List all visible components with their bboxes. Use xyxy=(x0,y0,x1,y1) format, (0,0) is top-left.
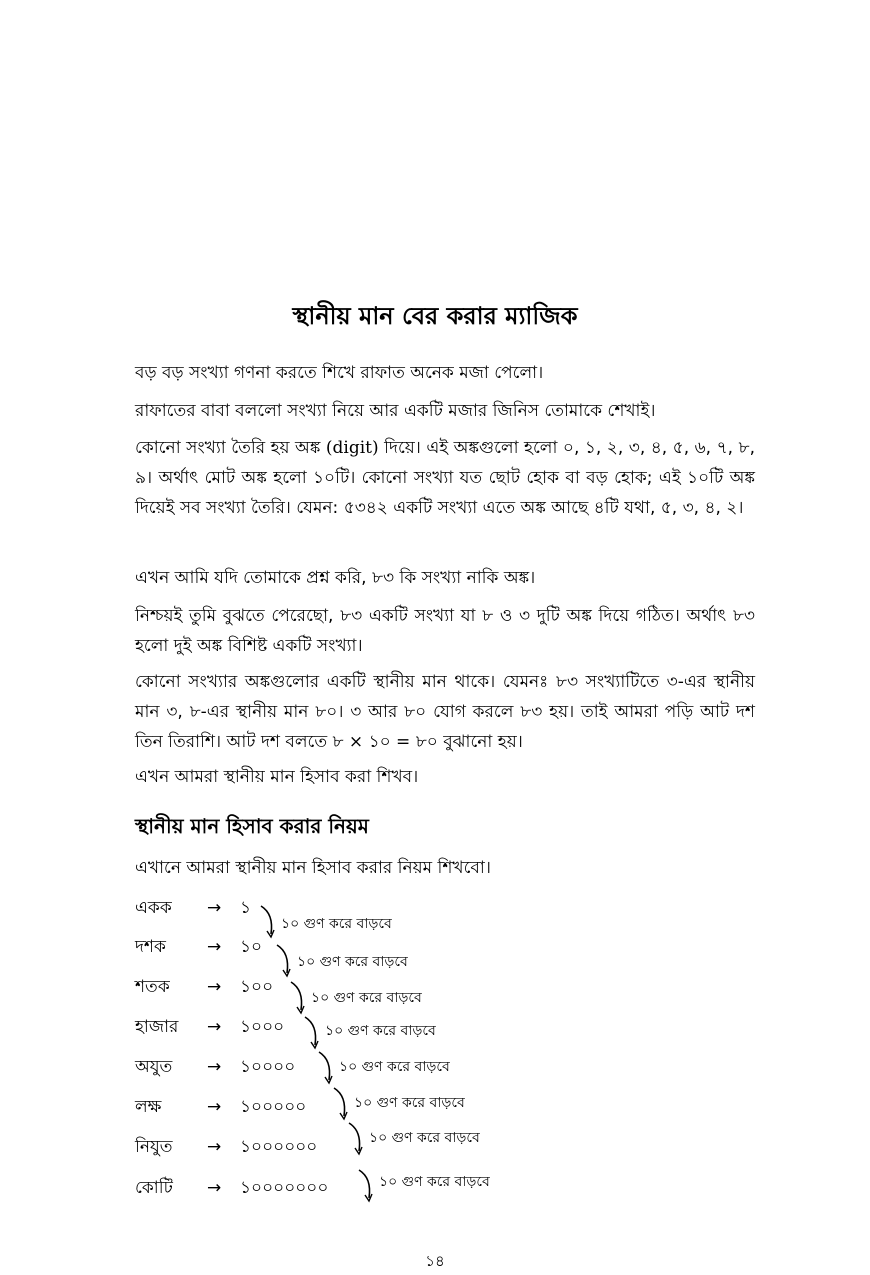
arrow-right-icon: → xyxy=(207,1017,222,1037)
place-label: হাজার xyxy=(135,1017,179,1037)
step-note: ১০ গুণ করে বাড়বে xyxy=(281,916,392,932)
curve-arrow-icon xyxy=(316,1050,336,1086)
place-label: অযুত xyxy=(135,1057,173,1077)
place-label: লক্ষ xyxy=(135,1097,162,1117)
curve-arrow-icon xyxy=(258,904,278,940)
curve-arrow-icon xyxy=(288,980,308,1016)
paragraph-5: নিশ্চয়ই তুমি বুঝতে পেরেছো, ৮৩ একটি সংখ্যা যা ৮ ও ৩ দুটি অঙ্ক দিয়ে গঠিত। অর্থাৎ ৮৩ হলো দুই অঙ্ক বিশিষ্ট একটি সংখ্যা। xyxy=(135,606,755,656)
arrow-right-icon: → xyxy=(207,1057,222,1077)
arrow-right-icon: → xyxy=(207,1097,222,1117)
step-note: ১০ গুণ করে বাড়বে xyxy=(325,1023,436,1039)
place-value: ১০০০০০ xyxy=(240,1097,307,1117)
paragraph-3 xyxy=(135,433,755,523)
arrow-right-icon: → xyxy=(207,898,222,918)
paragraph-3-part-1: কোনো সংখ্যা তৈরি হয় অঙ্ক xyxy=(135,438,326,458)
section-heading: স্থানীয় মান হিসাব করার নিয়ম xyxy=(135,814,369,838)
step-note: ১০ গুণ করে বাড়বে xyxy=(354,1095,465,1111)
place-label: নিযুত xyxy=(135,1137,173,1157)
step-note: ১০ গুণ করে বাড়বে xyxy=(297,954,408,970)
arrow-right-icon: → xyxy=(207,1178,222,1198)
place-value: ১০০ xyxy=(240,977,274,997)
page-number: ১৪ xyxy=(425,1252,445,1270)
arrow-right-icon: → xyxy=(207,977,222,997)
paragraph-1: বড় বড় সংখ্যা গণনা করতে শিখে রাফাত অনেক মজা পেলো। xyxy=(135,363,544,383)
paragraph-6: কোনো সংখ্যার অঙ্কগুলোর একটি স্থানীয় মান থাকে। যেমনঃ ৮৩ সংখ্যাটিতে ৩-এর স্থানীয় মান ৩, ৮-এর স্থানীয় মান ৮০। ৩ আর ৮০ যোগ করলে ৮৩ হয়। তাই আমরা পড়ি আট দশ তিন তিরাশি। আট দশ বলতে ৮ × ১০ = ৮০ বুঝানো হয়। xyxy=(135,672,755,752)
curve-arrow-icon xyxy=(346,1121,366,1157)
place-value: ১০০০ xyxy=(240,1017,285,1037)
place-label: কোটি xyxy=(135,1178,173,1198)
paragraph-7: এখন আমরা স্থানীয় মান হিসাব করা শিখব। xyxy=(135,767,419,787)
place-value: ১০ xyxy=(240,937,263,957)
step-note: ১০ গুণ করে বাড়বে xyxy=(369,1130,480,1146)
place-label: দশক xyxy=(135,937,166,957)
paragraph-2: রাফাতের বাবা বললো সংখ্যা নিয়ে আর একটি মজার জিনিস তোমাকে শেখাই। xyxy=(135,401,656,421)
place-label: একক xyxy=(135,898,172,918)
paragraph-3-part-2: দিয়ে। এই অঙ্কগুলো হলো ০, ১, ২, ৩, ৪, ৫, ৬, ৭, ৮, ৯। অর্থাৎ মোট অঙ্ক হলো ১০টি। কোনো সংখ্যা যত ছোট হোক বা বড় হোক; এই ১০টি অঙ্ক দিয়েই সব সংখ্যা তৈরি। যেমন: ৫৩৪২ একটি সংখ্যা এতে অঙ্ক আছে ৪টি যথা, ৫, ৩, ৪, ২। xyxy=(135,438,755,518)
section-intro: এখানে আমরা স্থানীয় মান হিসাব করার নিয়ম শিখবো। xyxy=(135,858,491,878)
curve-arrow-icon xyxy=(302,1015,322,1051)
curve-arrow-icon xyxy=(331,1086,351,1122)
step-note: ১০ গুণ করে বাড়বে xyxy=(379,1174,490,1190)
digit-term: (digit) xyxy=(325,438,379,458)
paragraph-4: এখন আমি যদি তোমাকে প্রশ্ন করি, ৮৩ কি সংখ্যা নাকি অঙ্ক। xyxy=(135,568,536,588)
place-value: ১ xyxy=(240,898,252,918)
curve-arrow-icon xyxy=(356,1168,376,1204)
step-note: ১০ গুণ করে বাড়বে xyxy=(311,990,422,1006)
page-title: স্থানীয় মান বের করার ম্যাজিক xyxy=(292,302,578,330)
arrow-right-icon: → xyxy=(207,937,222,957)
place-value: ১০০০০০০০ xyxy=(240,1178,329,1198)
place-label: শতক xyxy=(135,977,170,997)
arrow-right-icon: → xyxy=(207,1137,222,1157)
place-value: ১০০০০০০ xyxy=(240,1137,318,1157)
place-value: ১০০০০ xyxy=(240,1057,296,1077)
curve-arrow-icon xyxy=(274,943,294,979)
step-note: ১০ গুণ করে বাড়বে xyxy=(339,1059,450,1075)
